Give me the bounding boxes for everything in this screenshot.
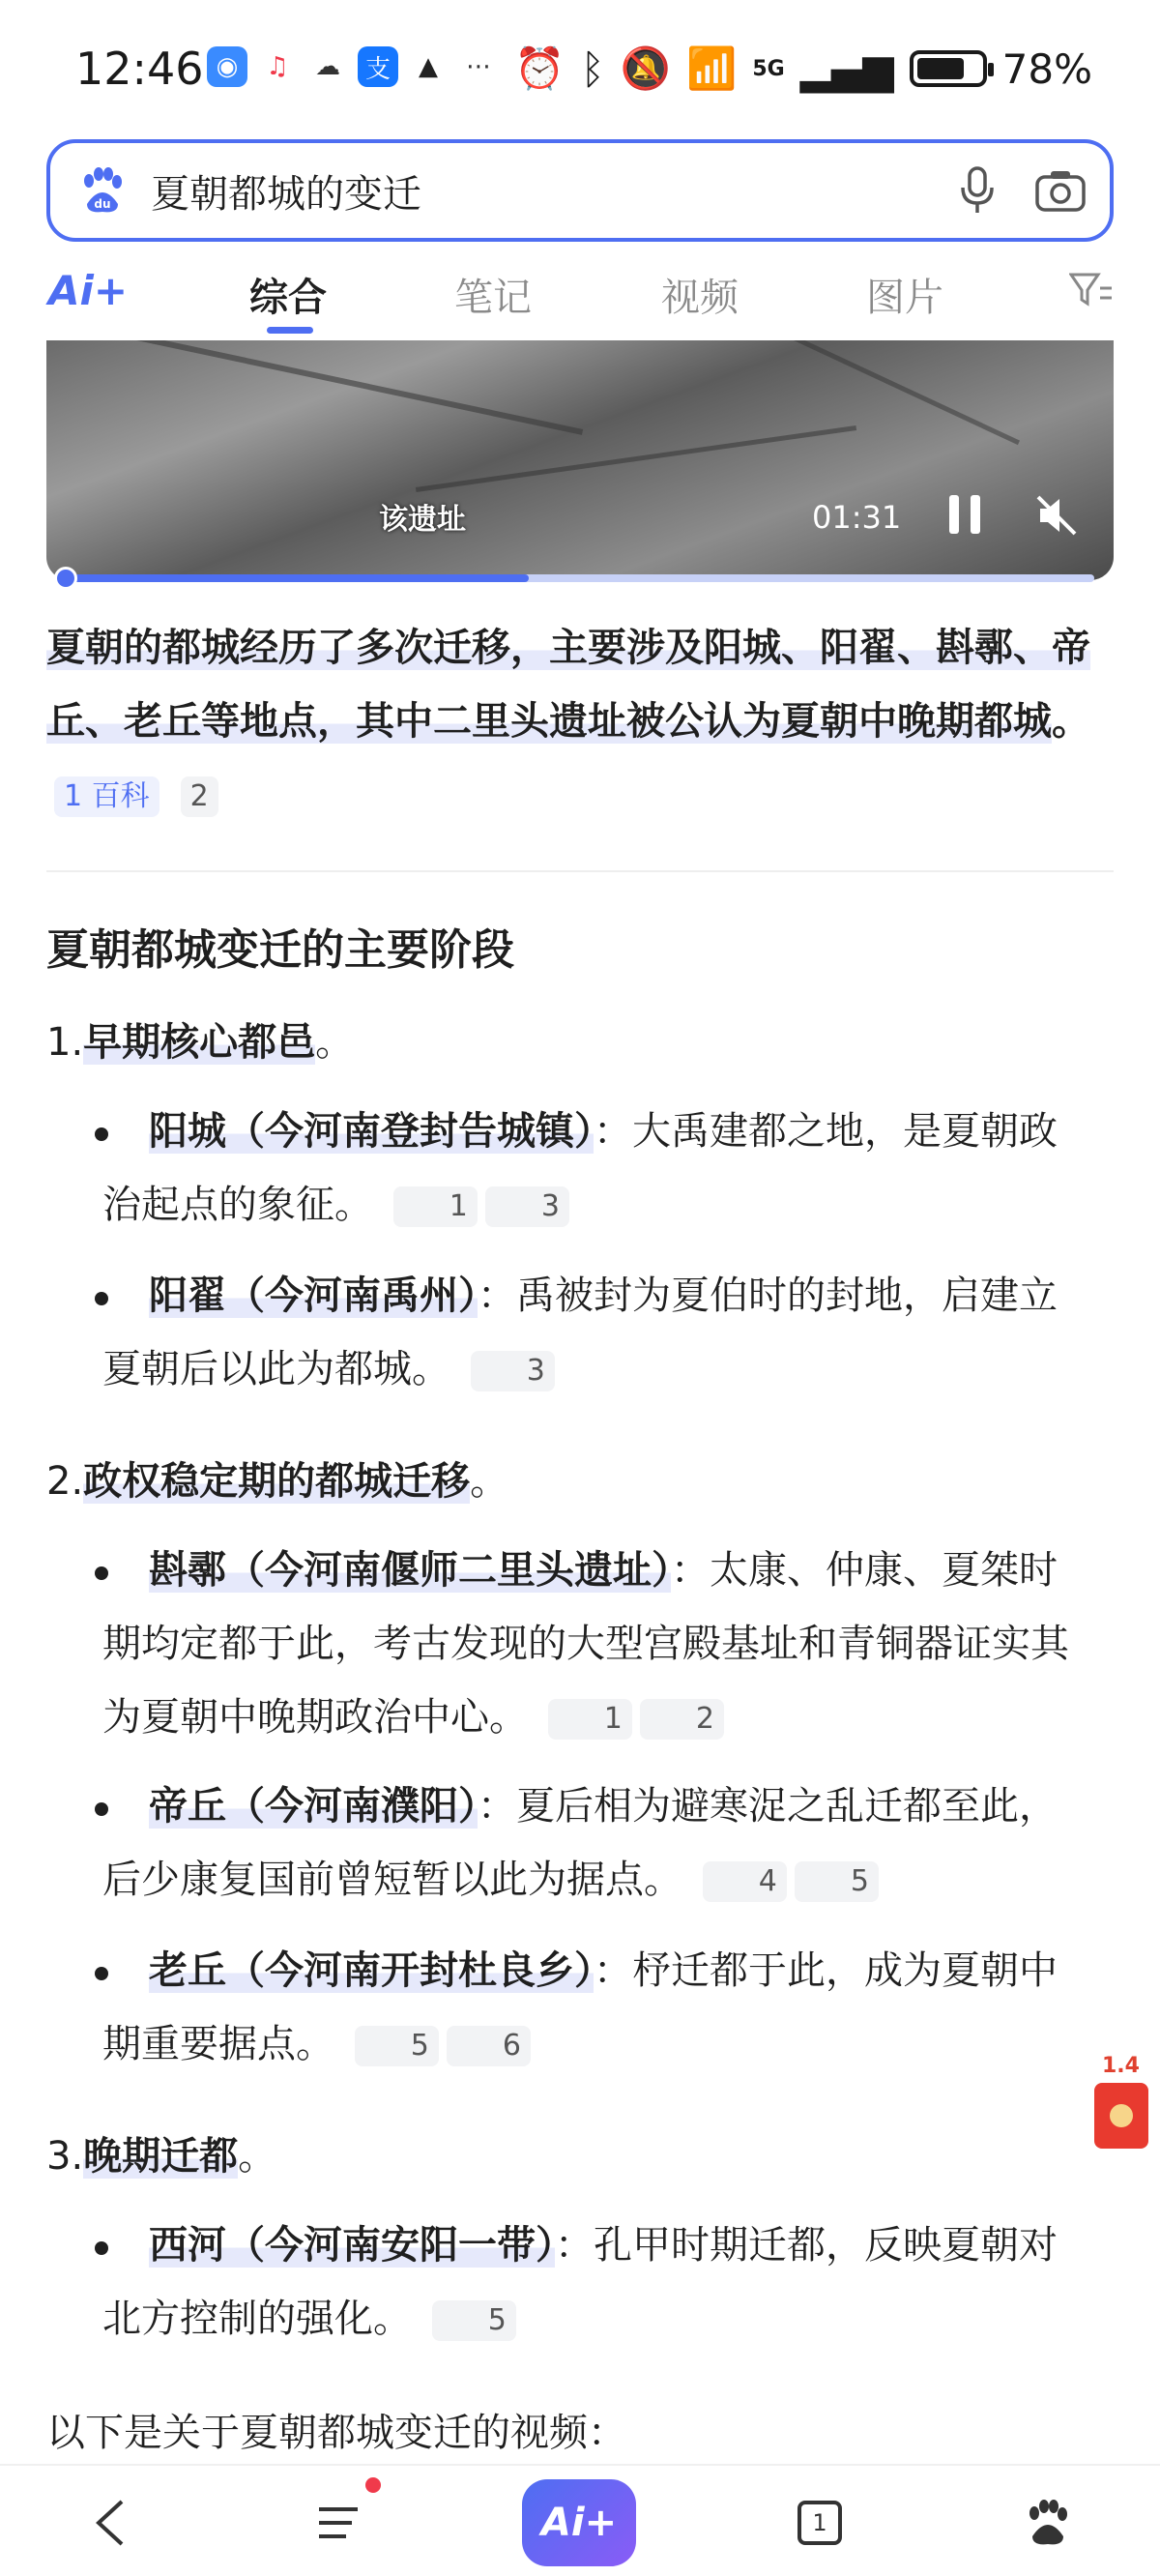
citation[interactable]: 6 (447, 2026, 531, 2066)
filter-icon[interactable] (1069, 271, 1114, 313)
baidu-app-icon: ◉ (207, 46, 247, 87)
svg-text:du: du (94, 197, 111, 211)
tab-comprehensive[interactable]: 综合 (249, 276, 327, 320)
red-packet-button[interactable] (1094, 2054, 1148, 2151)
baidu-home-icon[interactable] (1000, 2479, 1096, 2566)
list-item (102, 1095, 1088, 1242)
video-progress-fill (66, 574, 529, 582)
mute-icon[interactable] (1034, 493, 1079, 542)
video-frame-detail (109, 340, 583, 435)
alarm-icon: ⏰ (514, 44, 566, 92)
section-heading: 夏朝都城变迁的主要阶段 (46, 925, 514, 975)
search-bar[interactable] (46, 139, 1114, 242)
bullet-dot (95, 1802, 108, 1816)
music-icon: ♫ (257, 46, 298, 87)
list-item (102, 1770, 1088, 1917)
video-progress-bar[interactable] (66, 574, 1094, 582)
battery-icon (910, 50, 987, 87)
stage-end: 。 (470, 1459, 509, 1504)
citation[interactable]: 4 (703, 1861, 787, 1902)
clock: 12:46 (75, 43, 204, 95)
bluetooth-icon: ᛒ (580, 44, 605, 93)
wifi-icon: 📶 (686, 44, 738, 92)
bullet-dot (95, 1566, 108, 1580)
stage-number: 3. (46, 2134, 84, 2179)
bottom-nav (0, 2464, 1160, 2576)
place-name: 斟鄩（今河南偃师二里头遗址） (149, 1548, 671, 1593)
citation[interactable]: 3 (471, 1351, 555, 1391)
list-item (102, 1534, 1088, 1754)
place-name: 阳翟（今河南禹州） (149, 1273, 478, 1318)
citation[interactable]: 3 (485, 1186, 569, 1227)
baidu-paw-icon[interactable] (77, 165, 128, 216)
video-progress-handle[interactable] (54, 567, 77, 590)
signal-label: 5G (752, 56, 785, 81)
place-description: ：夏后相为避寒浞之乱迁都至此，后少康复国前曾短暂以此为据点。 (102, 1784, 1058, 1902)
bullet-dot (95, 1127, 108, 1141)
red-packet-icon (1094, 2083, 1148, 2149)
tab-ai[interactable]: Ai+ (48, 267, 129, 314)
list-item (102, 2209, 1088, 2356)
mute-bell-icon: 🔕 (620, 44, 672, 92)
stage-title: 政权稳定期的都城迁移 (83, 1459, 471, 1504)
place-description: ：禹被封为夏伯时的封地，启建立夏朝后以此为都城。 (102, 1273, 1058, 1391)
search-input[interactable]: 夏朝都城的变迁 (151, 171, 421, 217)
stage-2-title (46, 1450, 508, 1506)
stage-3-title (46, 2125, 276, 2181)
wechat-icon: ☁ (307, 46, 348, 87)
ai-summary (46, 611, 1119, 832)
video-player[interactable] (46, 340, 1114, 580)
citation[interactable]: 1 (548, 1699, 632, 1740)
stage-title: 早期核心都邑 (83, 1020, 316, 1065)
place-description: ：杼迁都于此，成为夏朝中期重要据点。 (102, 1948, 1058, 2066)
place-name: 阳城（今河南登封告城镇） (149, 1109, 594, 1154)
stage-end: 。 (315, 1020, 355, 1065)
video-section-intro: 以下是关于夏朝都城变迁的视频： (46, 2411, 626, 2455)
place-name: 帝丘（今河南濮阳） (149, 1784, 478, 1829)
place-description: ：太康、仲康、夏桀时期均定都于此，考古发现的大型宫殿基址和青铜器证实其为夏朝中晚期政治中心。 (102, 1548, 1069, 1740)
notification-icons (207, 46, 499, 87)
place-name: 老丘（今河南开封杜良乡） (149, 1948, 594, 1993)
battery-fill (917, 58, 964, 79)
tabs-button[interactable] (771, 2479, 868, 2566)
qq-icon: ▲ (408, 46, 449, 87)
pause-icon[interactable] (945, 493, 984, 540)
more-icon: ⋯ (458, 46, 499, 87)
place-description: ：孔甲时期迁都，反映夏朝对北方控制的强化。 (102, 2223, 1058, 2341)
summary-end: 。 (1052, 699, 1090, 744)
battery-percent: 78% (1001, 44, 1092, 93)
citation[interactable]: 1 (393, 1186, 478, 1227)
citation[interactable]: 5 (432, 2300, 516, 2341)
bullet-dot (95, 1967, 108, 1980)
list-item (102, 1934, 1088, 2081)
video-frame-detail (416, 425, 856, 492)
bullet-dot (95, 1292, 108, 1305)
status-bar (0, 0, 1160, 135)
stage-number: 2. (46, 1459, 84, 1504)
red-packet-amount: 1.4 (1102, 2054, 1140, 2078)
citation-number: 1 (64, 779, 83, 813)
citation[interactable]: 2 (181, 776, 218, 817)
alipay-icon: 支 (358, 46, 398, 87)
divider (46, 870, 1114, 872)
citation[interactable]: 5 (355, 2026, 439, 2066)
ai-assistant-button[interactable]: Ai+ (522, 2479, 636, 2566)
video-frame-detail (755, 340, 1020, 445)
tabs-count-icon: 1 (798, 2501, 842, 2545)
tab-notes[interactable]: 笔记 (454, 276, 532, 320)
stage-number: 1. (46, 1020, 84, 1065)
stage-end: 。 (238, 2134, 277, 2179)
bullet-dot (95, 2241, 108, 2255)
video-time: 01:31 (812, 499, 902, 536)
place-description: ：大禹建都之地，是夏朝政治起点的象征。 (102, 1109, 1058, 1227)
video-subtitle: 该遗址 (379, 503, 466, 537)
tab-images[interactable]: 图片 (866, 276, 943, 320)
back-button[interactable] (62, 2479, 159, 2566)
active-tab-indicator (267, 327, 313, 334)
citation[interactable]: 2 (640, 1699, 724, 1740)
tab-videos[interactable]: 视频 (661, 276, 739, 320)
summary-text: 夏朝的都城经历了多次迁移，主要涉及阳城、阳翟、斟鄩、帝丘、老丘等地点，其中二里头遗址被公认为夏朝中晚期都城 (46, 626, 1090, 744)
stage-title: 晚期迁都 (83, 2134, 239, 2179)
system-icons (514, 44, 1092, 93)
list-item (102, 1259, 1088, 1406)
citation[interactable]: 5 (795, 1861, 879, 1902)
place-name: 西河（今河南安阳一带） (149, 2223, 555, 2268)
search-tabs (0, 253, 1160, 337)
stage-1-title (46, 1011, 354, 1067)
cellular-signal-icon: ▂▄▆ (799, 44, 894, 93)
camera-icon[interactable] (1027, 157, 1094, 224)
notification-dot (365, 2477, 381, 2493)
citation-label: 百科 (91, 779, 150, 813)
microphone-icon[interactable] (943, 157, 1011, 224)
citation-baike[interactable] (54, 776, 160, 817)
